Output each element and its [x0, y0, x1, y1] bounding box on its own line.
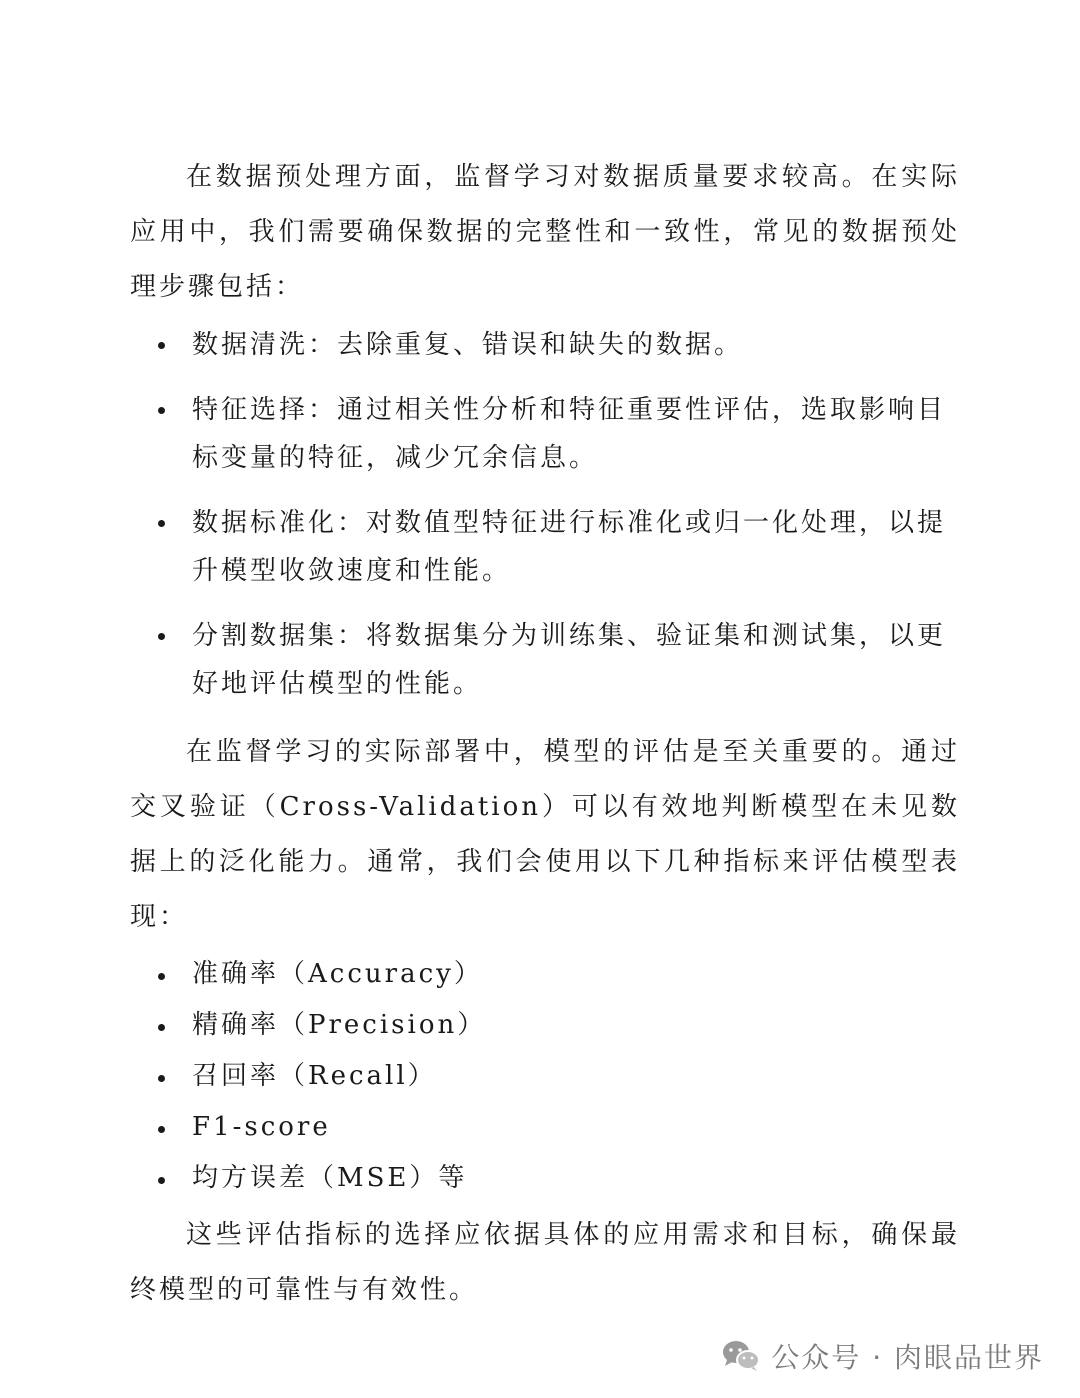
bullet-dot-icon [158, 1126, 165, 1133]
watermark-footer [721, 1336, 1044, 1376]
bullet-dot-icon [158, 407, 165, 414]
preprocessing-steps-list [130, 321, 960, 708]
bullet-dot-icon [158, 1075, 165, 1082]
list-item-text: 数据标准化：对数值型特征进行标准化或归一化处理，以提升模型收敛速度和性能。 [192, 508, 947, 586]
paragraph-evaluation-intro: 在监督学习的实际部署中，模型的评估是至关重要的。通过交叉验证（Cross-Validation）可以有效地判断模型在未见数据上的泛化能力。通常，我们会使用以下几种指标来评估模型表现： [130, 737, 960, 932]
list-item [130, 1051, 960, 1102]
list-item [130, 1102, 960, 1153]
list-item-text: 分割数据集：将数据集分为训练集、验证集和测试集，以更好地评估模型的性能。 [192, 621, 947, 699]
bullet-dot-icon [158, 973, 165, 980]
document-body [130, 150, 960, 1318]
metrics-list [130, 949, 960, 1204]
wechat-icon [721, 1339, 761, 1373]
paragraph-preprocessing-intro: 在数据预处理方面，监督学习对数据质量要求较高。在实际应用中，我们需要确保数据的完整性和一致性，常见的数据预处理步骤包括： [130, 162, 960, 302]
list-item [130, 1000, 960, 1051]
list-item [130, 612, 960, 708]
list-item [130, 321, 960, 369]
list-item [130, 386, 960, 482]
list-item-text: 准确率（Accuracy） [192, 959, 483, 989]
bullet-dot-icon [158, 633, 165, 640]
list-item-text: 数据清洗：去除重复、错误和缺失的数据。 [192, 330, 744, 360]
list-item [130, 1153, 960, 1204]
bullet-dot-icon [158, 342, 165, 349]
paragraph-conclusion: 这些评估指标的选择应依据具体的应用需求和目标，确保最终模型的可靠性与有效性。 [130, 1220, 960, 1305]
watermark-text: 公众号 · 肉眼品世界 [771, 1341, 1044, 1374]
bullet-dot-icon [158, 1024, 165, 1031]
list-item [130, 949, 960, 1000]
list-item-text: F1-score [192, 1112, 331, 1142]
bullet-dot-icon [158, 1177, 165, 1184]
bullet-dot-icon [158, 520, 165, 527]
list-item-text: 特征选择：通过相关性分析和特征重要性评估，选取影响目标变量的特征，减少冗余信息。 [192, 395, 947, 473]
list-item-text: 召回率（Recall） [192, 1061, 437, 1091]
list-item [130, 499, 960, 595]
list-item-text: 均方误差（MSE）等 [192, 1163, 468, 1193]
list-item-text: 精确率（Precision） [192, 1010, 487, 1040]
